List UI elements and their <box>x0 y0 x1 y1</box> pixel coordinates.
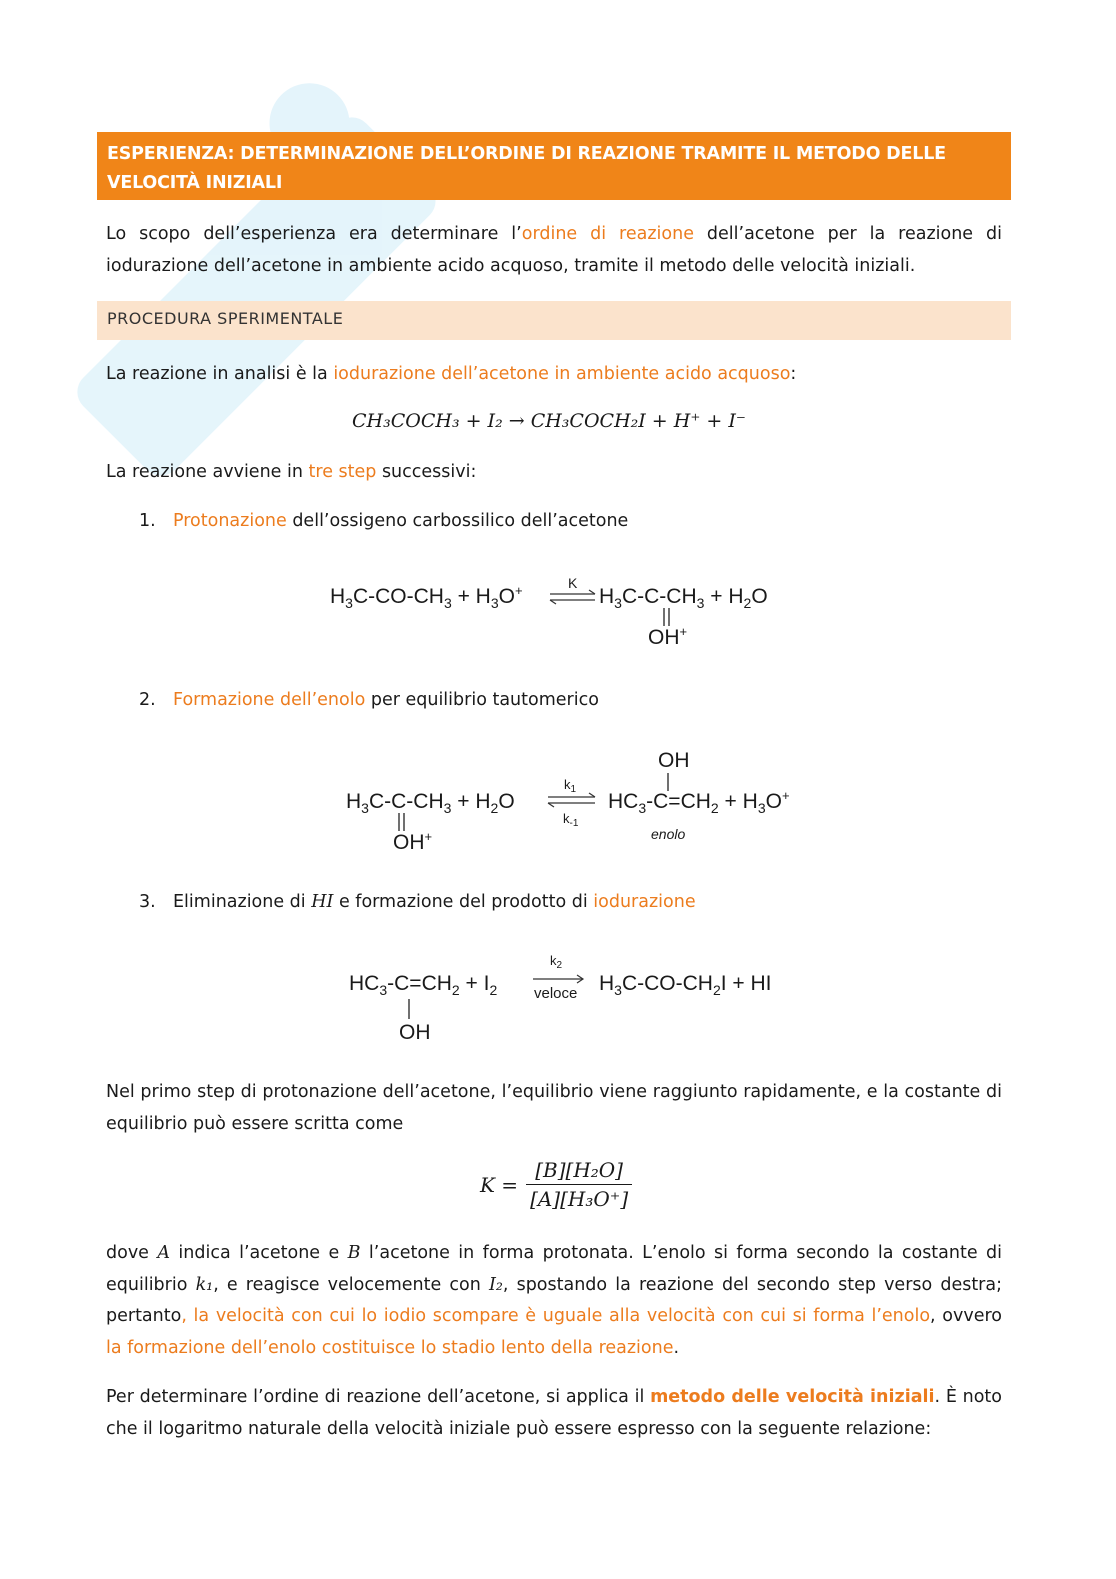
document-title <box>97 132 1011 200</box>
reaction-scheme-1 <box>325 570 805 655</box>
scheme2-right: $HC_3-C=CH_2 + H_3O^+$ <box>608 788 790 816</box>
scheme1-right: $H_3C-C-CH_3 + H_2O$ <box>599 585 768 611</box>
svg-text:OH+: OH+ <box>393 829 433 854</box>
scheme1-sub: OH+ <box>648 624 688 649</box>
rate-k2: $k_2$ <box>550 953 563 971</box>
scheme3-right: $H_3C-CO-CH_2I$ + HI <box>599 972 772 998</box>
list-item-step-1: 1. Protonazione dell’ossigeno carbossilico dell’acetone <box>139 511 629 531</box>
equilibrium-arrow <box>550 590 595 604</box>
list-item-step-3: 3. Eliminazione di HI e formazione del prodotto di iodurazione <box>139 892 696 912</box>
scheme3-left: $HC_3-C=CH_2 + I_2$ <box>349 972 498 998</box>
equilibrium-arrow-2 <box>548 793 595 807</box>
explanation-paragraph: dove A indica l’acetone e B l’acetone in forma protonata. L’enolo si forma secondo la costante di equilibrio k₁, e reagisce velocemente con I₂, spostando la reazione del secondo step verso destra; pertanto, la velocità con cui lo iodio scompare è uguale alla velocità con cui si forma l’enolo, ovvero la formazione dell’enolo costituisce lo stadio lento della reazione. <box>106 1243 1002 1358</box>
equilibrium-paragraph: Nel primo step di protonazione dell’acetone, l’equilibrio viene raggiunto rapidamente, e la costante di equilibrio può essere scritta come <box>106 1082 1002 1134</box>
list-item-step-2: 2. Formazione dell’enolo per equilibrio tautomerico <box>139 690 599 710</box>
main-equation: CH₃COCH₃ + I₂ → CH₃COCH₂I + H⁺ + I⁻ <box>352 410 746 432</box>
scheme2-left: $H_3C-C-CH_3 + H_2O$ <box>346 790 515 816</box>
reaction-intro: La reazione in analisi è la iodurazione dell’acetone in ambiente acido acquoso: <box>106 364 797 384</box>
method-paragraph: Per determinare l’ordine di reazione dell’acetone, si applica il metodo delle velocità iniziali. È noto che il logaritmo naturale della velocità iniziale può essere espresso con la seguente relazione: <box>106 1387 1002 1439</box>
equilibrium-constant-equation: K = [B][H₂O] [A][H₃O⁺] <box>480 1158 632 1211</box>
veloce-label: veloce <box>534 985 578 1002</box>
highlight-metodo: metodo delle velocità iniziali <box>650 1387 935 1407</box>
reaction-scheme-2 <box>340 745 820 860</box>
svg-text:OH: OH <box>658 749 690 772</box>
rate-k-1: $k_{-1}$ <box>563 811 579 829</box>
forward-arrow <box>533 975 583 983</box>
rate-k1: $k_1$ <box>564 777 577 795</box>
reaction-scheme-3 <box>340 945 820 1050</box>
highlight-ordine: ordine di reazione <box>521 224 694 244</box>
steps-intro: La reazione avviene in tre step successivi: <box>106 462 477 482</box>
svg-text:OH: OH <box>399 1021 431 1044</box>
svg-text:K: K <box>568 575 578 591</box>
intro-paragraph: Lo scopo dell’esperienza era determinare l’ordine di reazione dell’acetone per la reazione di iodurazione dell’acetone in ambiente acido acquoso, tramite il metodo delle velocità iniziali. <box>106 224 1002 276</box>
title-line-1: ESPERIENZA: DETERMINAZIONE DELL’ORDINE DI REAZIONE TRAMITE IL METODO DELLE <box>107 144 946 164</box>
section-header: PROCEDURA SPERIMENTALE <box>97 301 1011 340</box>
scheme1-left: $H_3C-CO-CH_3 + H_3O^+$ <box>330 583 523 611</box>
title-line-2: VELOCITÀ INIZIALI <box>107 173 283 193</box>
enolo-label: enolo <box>651 826 686 842</box>
